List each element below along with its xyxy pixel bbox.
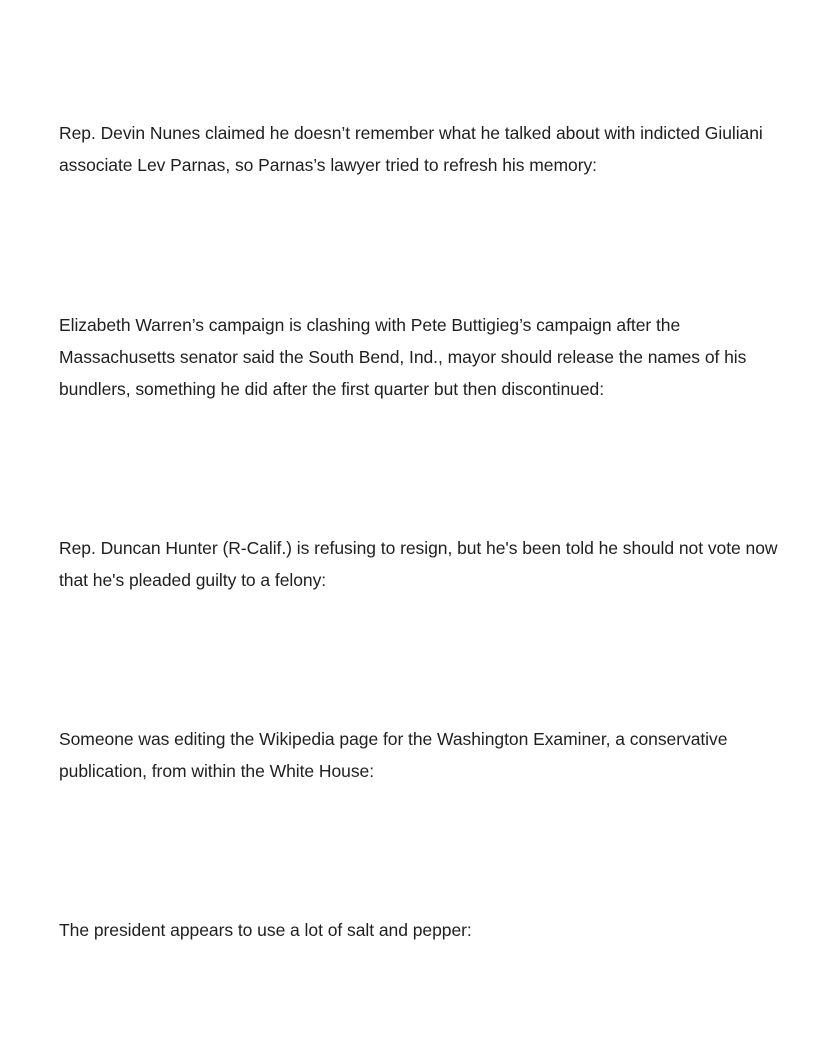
- paragraph-salt-pepper: The president appears to use a lot of salt and pepper:: [59, 920, 472, 940]
- paragraph-wikipedia-edit: Someone was editing the Wikipedia page for the Washington Examiner, a conservative publication, from within the White House:: [59, 729, 728, 781]
- paragraph-nunes-parnas: Rep. Devin Nunes claimed he doesn’t remember what he talked about with indicted Giuliani associate Lev Parnas, so Parnas’s lawyer tried to refresh his memory:: [59, 123, 763, 175]
- paragraph-duncan-hunter: Rep. Duncan Hunter (R-Calif.) is refusing to resign, but he's been told he should not vote now that he's pleaded guilty to a felony:: [59, 538, 778, 590]
- paragraph-warren-buttigieg: Elizabeth Warren’s campaign is clashing with Pete Buttigieg’s campaign after the Massachusetts senator said the South Bend, Ind., mayor should release the names of his bundlers, something he did after the first quarter but then discontinued:: [59, 315, 747, 399]
